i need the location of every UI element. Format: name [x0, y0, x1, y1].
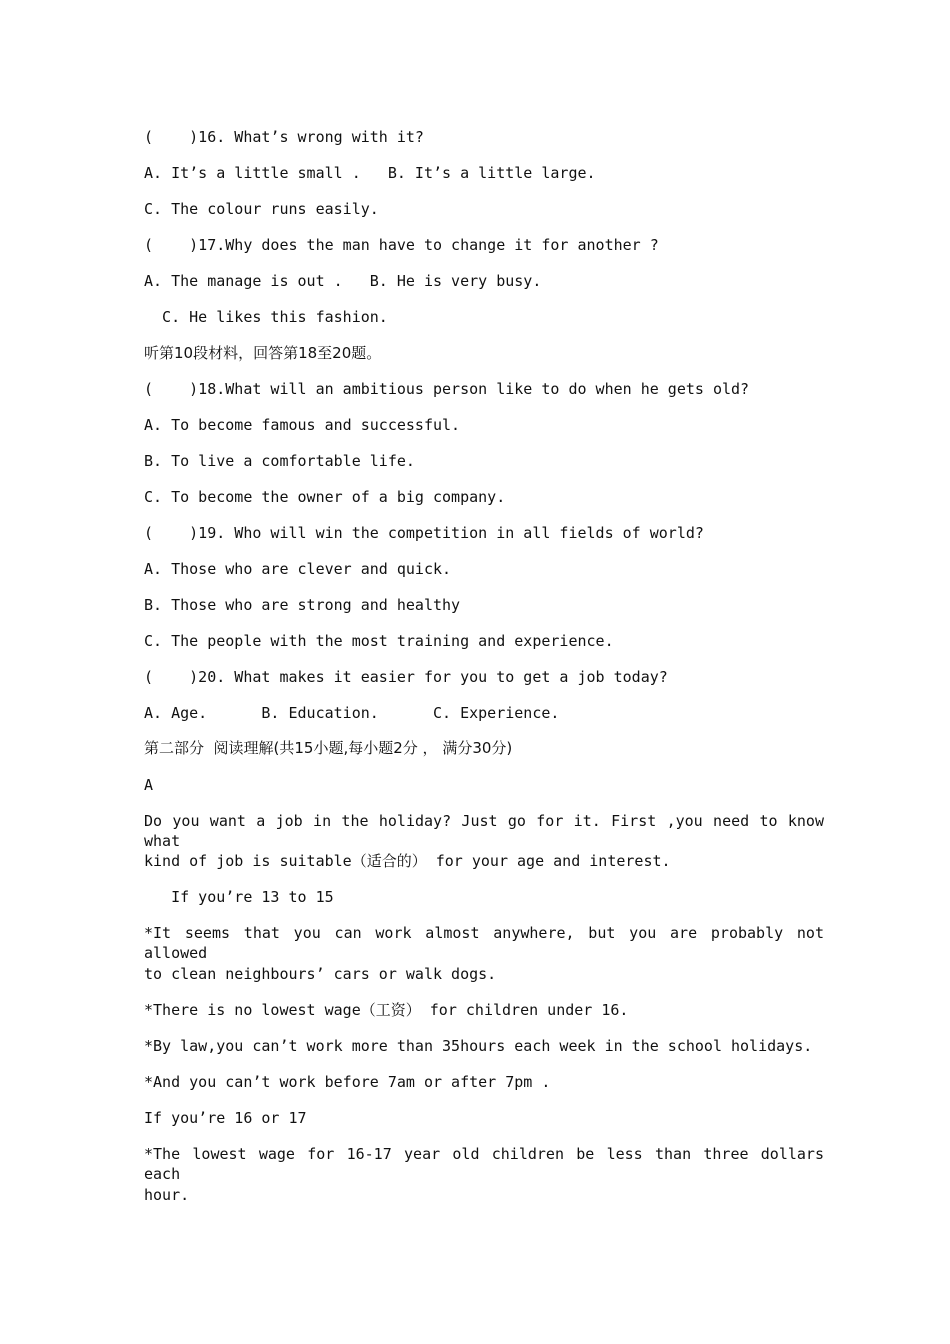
- bullet-line: *There is no lowest wage（工资） for children under 16.: [144, 1001, 629, 1019]
- age-16-17-heading: If you’re 16 or 17: [144, 1109, 307, 1127]
- part-two-heading: 第二部分 阅读理解(共15小题,每小题2分 ， 满分30分): [144, 739, 513, 757]
- q20-options: A. Age. B. Education. C. Experience.: [144, 704, 560, 722]
- q17-question: ( )17.Why does the man have to change it for another ?: [144, 236, 659, 254]
- q16-option-c: C. The colour runs easily.: [144, 200, 379, 218]
- q18-option-b: B. To live a comfortable life.: [144, 452, 415, 470]
- q18-option-a: A. To become famous and successful.: [144, 416, 461, 434]
- q19-option-a: A. Those who are clever and quick.: [144, 560, 452, 578]
- q19-question: ( )19. Who will win the competition in all fields of world?: [144, 524, 704, 542]
- q17-options-ab: A. The manage is out . B. He is very busy.: [144, 272, 542, 290]
- q19-option-c: C. The people with the most training and experience.: [144, 632, 614, 650]
- age-13-15-heading: If you’re 13 to 15: [144, 888, 334, 906]
- passage-label: A: [144, 776, 154, 794]
- bullet-line: to clean neighbours’ cars or walk dogs.: [144, 965, 497, 983]
- bullet-line: *By law,you can’t work more than 35hours each week in the school holidays.: [144, 1037, 813, 1055]
- q18-option-c: C. To become the owner of a big company.: [144, 488, 506, 506]
- section-instruction: 听第10段材料，回答第18至20题。: [144, 344, 382, 362]
- q18-question: ( )18.What will an ambitious person like to do when he gets old?: [144, 380, 750, 398]
- passage-paragraph-line: kind of job is suitable（适合的） for your age and interest.: [144, 852, 671, 870]
- q17-option-c: C. He likes this fashion.: [144, 308, 388, 326]
- q16-options-ab: A. It’s a little small . B. It’s a little large.: [144, 164, 596, 182]
- passage-paragraph-line: Do you want a job in the holiday? Just go for it. First ,you need to know what: [144, 812, 824, 850]
- q20-question: ( )20. What makes it easier for you to get a job today?: [144, 668, 668, 686]
- bullet-line: *It seems that you can work almost anywhere, but you are probably not allowed: [144, 924, 824, 962]
- bullet-line: *And you can’t work before 7am or after 7pm .: [144, 1073, 551, 1091]
- bullet-line: hour.: [144, 1186, 190, 1204]
- q19-option-b: B. Those who are strong and healthy: [144, 596, 461, 614]
- bullet-line: *The lowest wage for 16-17 year old children be less than three dollars each: [144, 1145, 824, 1183]
- q16-question: ( )16. What’s wrong with it?: [144, 128, 424, 146]
